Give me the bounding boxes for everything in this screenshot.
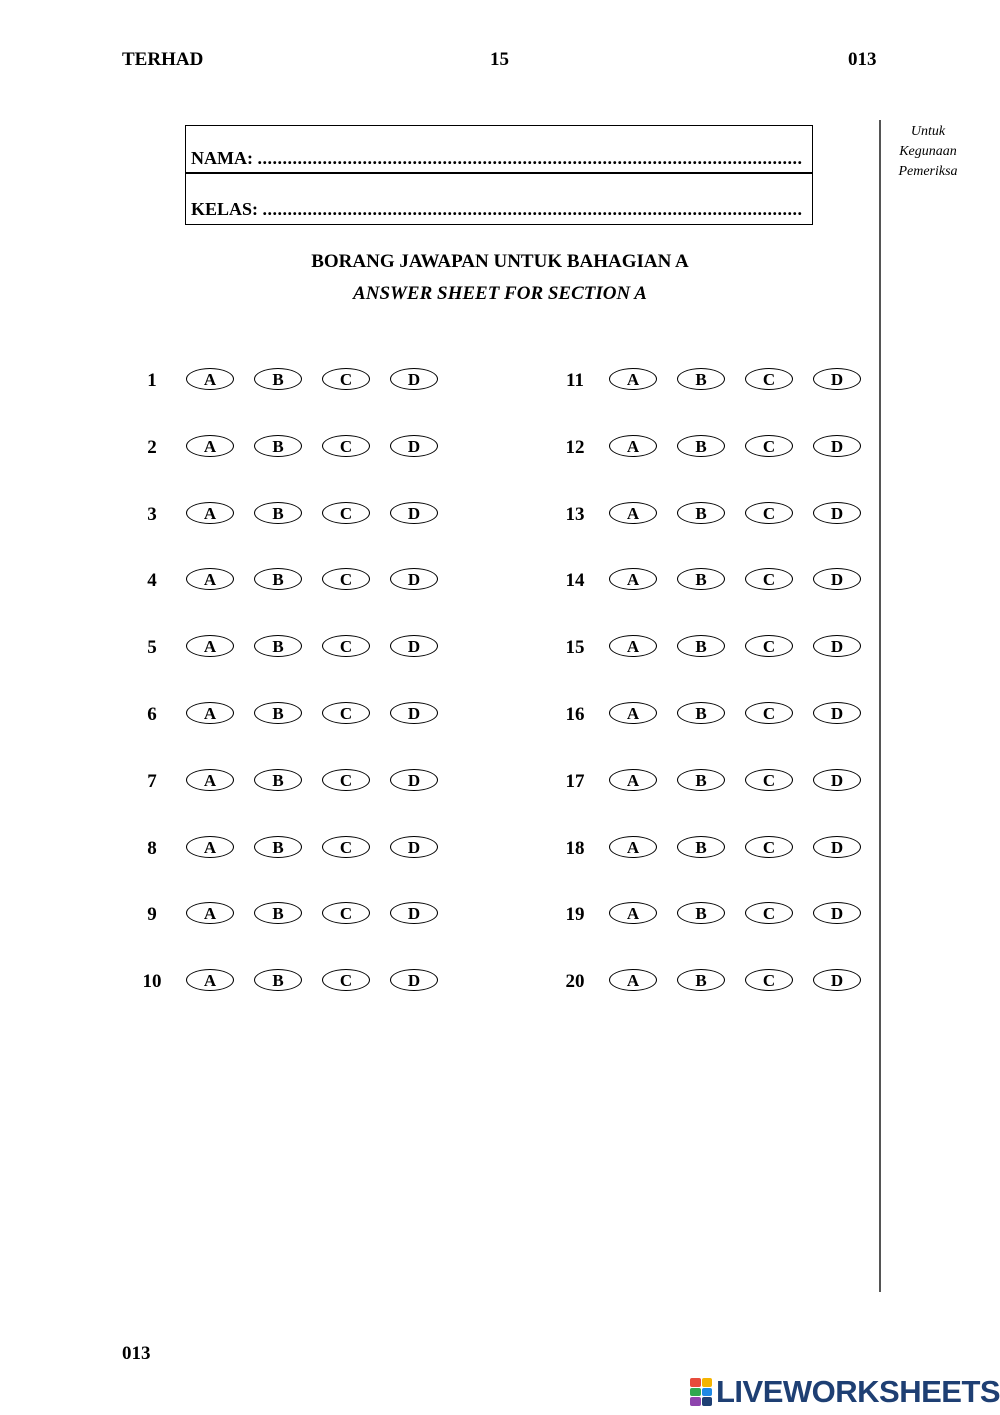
question-number: 10	[142, 971, 162, 992]
answer-bubble-c[interactable]: C	[322, 836, 370, 858]
answer-bubble-a[interactable]: A	[186, 368, 234, 390]
name-field[interactable]	[186, 126, 812, 174]
answer-bubble-b[interactable]: B	[677, 635, 725, 657]
question-number: 3	[147, 504, 157, 525]
answer-bubble-c[interactable]: C	[745, 902, 793, 924]
question-number: 15	[565, 637, 585, 658]
logo-tile	[690, 1388, 701, 1397]
answer-bubble-b[interactable]: B	[254, 702, 302, 724]
logo-tile	[690, 1397, 701, 1406]
liveworksheets-icon	[690, 1378, 712, 1406]
answer-bubble-b[interactable]: B	[677, 702, 725, 724]
question-row	[0, 502, 1000, 528]
question-row	[0, 368, 1000, 394]
question-number: 17	[565, 771, 585, 792]
answer-bubble-b[interactable]: B	[254, 969, 302, 991]
answer-bubble-a[interactable]: A	[186, 969, 234, 991]
answer-bubble-b[interactable]: B	[254, 435, 302, 457]
examiner-note-line-2: Kegunaan	[899, 144, 957, 159]
answer-bubble-d[interactable]: D	[813, 769, 861, 791]
answer-bubble-d[interactable]: D	[390, 502, 438, 524]
question-number: 13	[565, 504, 585, 525]
answer-bubble-c[interactable]: C	[322, 969, 370, 991]
answer-bubble-b[interactable]: B	[254, 902, 302, 924]
answer-bubble-c[interactable]: C	[745, 969, 793, 991]
question-number: 18	[565, 838, 585, 859]
answer-bubble-b[interactable]: B	[254, 502, 302, 524]
answer-bubble-d[interactable]: D	[813, 702, 861, 724]
answer-bubble-d[interactable]: D	[813, 635, 861, 657]
answer-bubble-c[interactable]: C	[322, 368, 370, 390]
question-number: 9	[147, 904, 157, 925]
answer-bubble-b[interactable]: B	[677, 502, 725, 524]
answer-bubble-a[interactable]: A	[609, 368, 657, 390]
question-row	[0, 435, 1000, 461]
answer-bubble-d[interactable]: D	[813, 435, 861, 457]
answer-bubble-b[interactable]: B	[677, 368, 725, 390]
answer-bubble-a[interactable]: A	[186, 635, 234, 657]
answer-bubble-c[interactable]: C	[322, 435, 370, 457]
question-number: 16	[565, 704, 585, 725]
answer-bubble-a[interactable]: A	[609, 502, 657, 524]
answer-bubble-d[interactable]: D	[390, 769, 438, 791]
answer-bubble-d[interactable]: D	[390, 368, 438, 390]
answer-bubble-b[interactable]: B	[677, 902, 725, 924]
section-title-english: ANSWER SHEET FOR SECTION A	[353, 283, 647, 304]
question-number: 5	[147, 637, 157, 658]
page-number: 15	[490, 49, 509, 70]
answer-bubble-d[interactable]: D	[390, 969, 438, 991]
answer-bubble-b[interactable]: B	[677, 435, 725, 457]
answer-bubble-d[interactable]: D	[390, 635, 438, 657]
answer-bubble-c[interactable]: C	[322, 502, 370, 524]
answer-bubble-d[interactable]: D	[390, 902, 438, 924]
answer-bubble-c[interactable]: C	[745, 635, 793, 657]
answer-bubble-c[interactable]: C	[745, 769, 793, 791]
student-id-box	[185, 125, 813, 225]
name-label: NAMA:	[191, 148, 253, 168]
answer-bubble-d[interactable]: D	[813, 969, 861, 991]
answer-bubble-d[interactable]: D	[813, 368, 861, 390]
answer-bubble-a[interactable]: A	[609, 769, 657, 791]
question-row	[0, 902, 1000, 928]
brand-name: LIVEWORKSHEETS	[716, 1374, 1000, 1409]
question-row	[0, 969, 1000, 995]
answer-bubble-c[interactable]: C	[322, 902, 370, 924]
question-row	[0, 769, 1000, 795]
logo-tile	[702, 1378, 713, 1387]
answer-bubble-d[interactable]: D	[390, 836, 438, 858]
question-number: 2	[147, 437, 157, 458]
answer-bubble-b[interactable]: B	[254, 568, 302, 590]
question-number: 19	[565, 904, 585, 925]
footer-code: 013	[122, 1343, 151, 1364]
examiner-note-line-3: Pemeriksa	[898, 164, 958, 179]
answer-bubble-a[interactable]: A	[609, 568, 657, 590]
question-row	[0, 568, 1000, 594]
answer-bubble-c[interactable]: C	[322, 635, 370, 657]
class-label: KELAS:	[191, 199, 259, 219]
answer-bubble-a[interactable]: A	[609, 836, 657, 858]
question-number: 11	[566, 370, 584, 391]
question-number: 1	[147, 370, 157, 391]
answer-bubble-b[interactable]: B	[254, 836, 302, 858]
answer-bubble-a[interactable]: A	[186, 902, 234, 924]
question-number: 7	[147, 771, 157, 792]
question-number: 12	[565, 437, 585, 458]
answer-bubble-b[interactable]: B	[677, 769, 725, 791]
answer-bubble-c[interactable]: C	[322, 702, 370, 724]
answer-bubble-c[interactable]: C	[322, 568, 370, 590]
answer-bubble-b[interactable]: B	[254, 368, 302, 390]
liveworksheets-logo	[690, 1374, 1000, 1410]
section-title-malay: BORANG JAWAPAN UNTUK BAHAGIAN A	[311, 251, 689, 272]
class-field[interactable]	[186, 175, 812, 223]
answer-bubble-d[interactable]: D	[813, 902, 861, 924]
answer-bubble-d[interactable]: D	[813, 568, 861, 590]
answer-bubble-a[interactable]: A	[186, 568, 234, 590]
question-row	[0, 635, 1000, 661]
answer-bubble-a[interactable]: A	[609, 435, 657, 457]
answer-bubble-a[interactable]: A	[186, 435, 234, 457]
answer-bubble-b[interactable]: B	[254, 635, 302, 657]
question-number: 14	[565, 570, 585, 591]
question-number: 4	[147, 570, 157, 591]
header-right-code: 013	[848, 49, 877, 70]
answer-bubble-d[interactable]: D	[390, 702, 438, 724]
answer-bubble-c[interactable]: C	[745, 435, 793, 457]
class-dotted-line: ............................................................................................................	[262, 199, 803, 219]
answer-bubble-a[interactable]: A	[186, 702, 234, 724]
answer-bubble-b[interactable]: B	[677, 969, 725, 991]
answer-bubble-a[interactable]: A	[609, 902, 657, 924]
examiner-note-line-1: Untuk	[910, 124, 946, 139]
answer-bubble-c[interactable]: C	[745, 568, 793, 590]
question-row	[0, 836, 1000, 862]
question-number: 6	[147, 704, 157, 725]
logo-tile	[702, 1388, 713, 1397]
answer-bubble-b[interactable]: B	[677, 568, 725, 590]
question-number: 8	[147, 838, 157, 859]
header-left-label: TERHAD	[122, 49, 204, 70]
name-dotted-line: .............................................................................................................	[257, 148, 803, 168]
logo-tile	[690, 1378, 701, 1387]
answer-bubble-d[interactable]: D	[390, 568, 438, 590]
answer-bubble-c[interactable]: C	[322, 769, 370, 791]
answer-bubble-a[interactable]: A	[609, 702, 657, 724]
answer-bubble-a[interactable]: A	[186, 502, 234, 524]
logo-tile	[702, 1397, 713, 1406]
answer-bubble-a[interactable]: A	[609, 969, 657, 991]
answer-bubble-d[interactable]: D	[813, 502, 861, 524]
answer-bubble-a[interactable]: A	[609, 635, 657, 657]
answer-bubble-c[interactable]: C	[745, 836, 793, 858]
examiner-note	[888, 122, 968, 182]
question-number: 20	[565, 971, 585, 992]
question-row	[0, 702, 1000, 728]
answer-bubble-c[interactable]: C	[745, 702, 793, 724]
answer-bubble-c[interactable]: C	[745, 502, 793, 524]
answer-bubble-c[interactable]: C	[745, 368, 793, 390]
answer-bubble-a[interactable]: A	[186, 836, 234, 858]
answer-bubble-d[interactable]: D	[813, 836, 861, 858]
answer-bubble-b[interactable]: B	[677, 836, 725, 858]
answer-bubble-a[interactable]: A	[186, 769, 234, 791]
answer-bubble-d[interactable]: D	[390, 435, 438, 457]
answer-bubble-b[interactable]: B	[254, 769, 302, 791]
